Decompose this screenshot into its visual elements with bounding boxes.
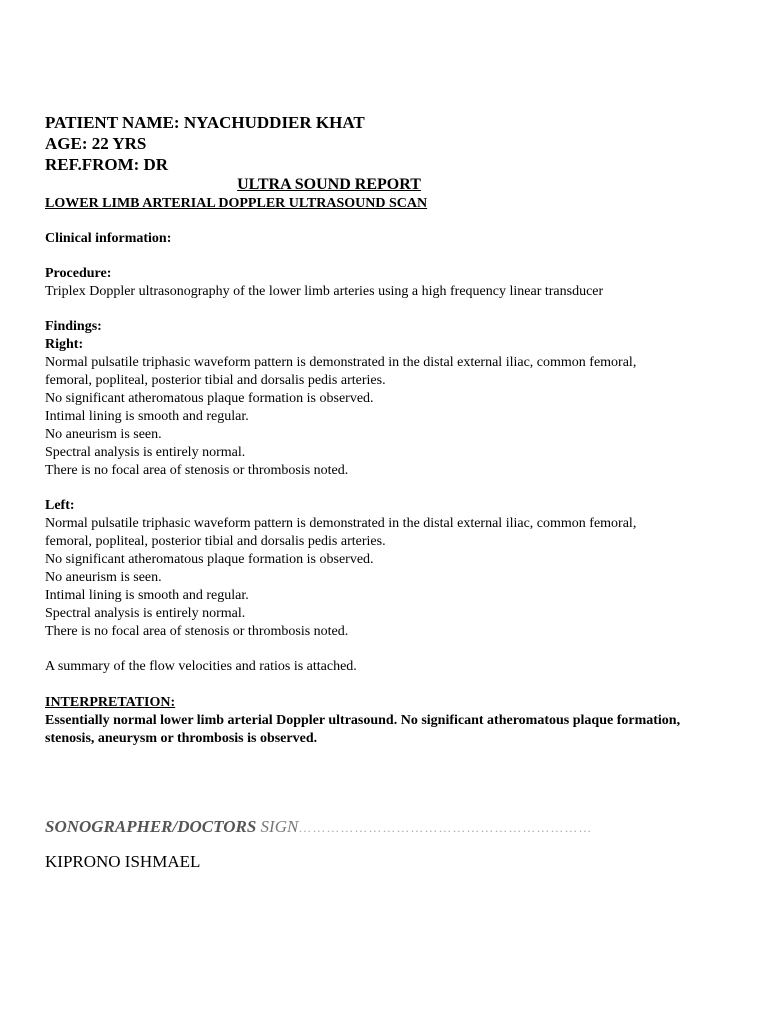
- sign-label: SIGN: [260, 817, 299, 836]
- procedure-text: Triplex Doppler ultrasonography of the lower limb arteries using a high frequency linear transducer: [45, 284, 604, 299]
- signer-name: KIPRONO ISHMAEL: [45, 852, 201, 871]
- patient-name: PATIENT NAME: NYACHUDDIER KHAT: [45, 113, 365, 132]
- finding-line: Spectral analysis is entirely normal.: [45, 606, 246, 621]
- finding-line: Intimal lining is smooth and regular.: [45, 588, 249, 603]
- finding-line: Normal pulsatile triphasic waveform pattern is demonstrated in the distal external iliac, common femoral,: [45, 516, 637, 531]
- patient-age: AGE: 22 YRS: [45, 134, 147, 153]
- clinical-information-label: Clinical information:: [45, 231, 172, 246]
- findings-right-label: Right:: [45, 337, 84, 352]
- finding-line: femoral, popliteal, posterior tibial and dorsalis pedis arteries.: [45, 534, 386, 549]
- summary-note: A summary of the flow velocities and ratios is attached.: [45, 659, 357, 674]
- signature-dots: ………………………………………………………: [298, 820, 593, 835]
- finding-line: There is no focal area of stenosis or thrombosis noted.: [45, 624, 349, 639]
- interpretation-heading: INTERPRETATION:: [45, 695, 176, 710]
- finding-line: There is no focal area of stenosis or thrombosis noted.: [45, 463, 349, 478]
- findings-label: Findings:: [45, 319, 102, 334]
- finding-line: No significant atheromatous plaque formation is observed.: [45, 391, 374, 406]
- interpretation-text: Essentially normal lower limb arterial Doppler ultrasound. No significant atheromatous plaque formation, stenosis, aneurysm or thrombosis is observed.: [45, 713, 681, 746]
- finding-line: Normal pulsatile triphasic waveform pattern is demonstrated in the distal external iliac, common femoral,: [45, 355, 637, 370]
- report-title: ULTRA SOUND REPORT: [237, 176, 421, 193]
- findings-left-list: [45, 515, 725, 641]
- sonographer-label: SONOGRAPHER/DOCTORS: [45, 817, 257, 836]
- procedure-label: Procedure:: [45, 266, 112, 281]
- finding-line: Intimal lining is smooth and regular.: [45, 409, 249, 424]
- finding-line: No aneurism is seen.: [45, 427, 162, 442]
- report-content: [45, 112, 725, 748]
- finding-line: No aneurism is seen.: [45, 570, 162, 585]
- referred-from: REF.FROM: DR: [45, 155, 169, 174]
- findings-right-list: [45, 354, 725, 480]
- findings-left-label: Left:: [45, 498, 75, 513]
- finding-line: No significant atheromatous plaque formation is observed.: [45, 552, 374, 567]
- signature-line: [45, 816, 592, 839]
- report-subtitle: LOWER LIMB ARTERIAL DOPPLER ULTRASOUND SCAN: [45, 196, 428, 211]
- finding-line: femoral, popliteal, posterior tibial and dorsalis pedis arteries.: [45, 373, 386, 388]
- finding-line: Spectral analysis is entirely normal.: [45, 445, 246, 460]
